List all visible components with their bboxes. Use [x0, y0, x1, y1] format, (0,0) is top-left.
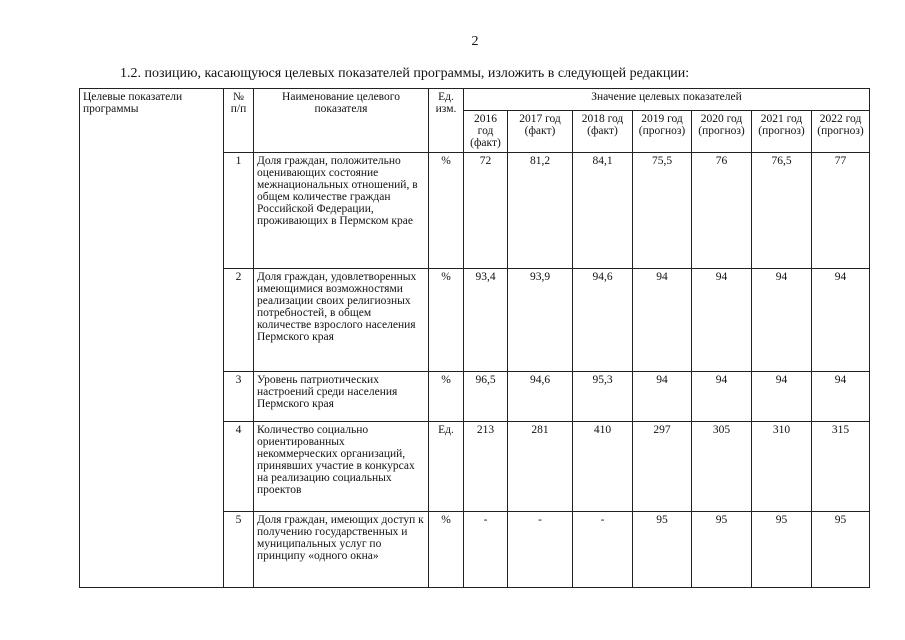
row-value: 76,5 [752, 153, 812, 269]
intro-text: 1.2. позицию, касающуюся целевых показателей программы, изложить в следующей редакции: [120, 66, 690, 81]
row-value: - [508, 512, 573, 588]
row-value: 305 [692, 422, 752, 512]
header-num: № п/п [224, 89, 254, 153]
row-name: Количество социально ориентированных некоммерческих организаций, принявших участие в конкурсах на реализацию социальных проектов [254, 422, 429, 512]
row-value: 94 [812, 372, 870, 422]
indicators-table [79, 88, 870, 588]
row-value: 96,5 [464, 372, 508, 422]
header-year: 2019 год (прогноз) [633, 111, 692, 153]
row-value: 95,3 [573, 372, 633, 422]
row-value: 94,6 [508, 372, 573, 422]
header-values-group: Значение целевых показателей [464, 89, 870, 111]
row-num: 2 [224, 269, 254, 372]
header-year: 2022 год (прогноз) [812, 111, 870, 153]
row-unit: % [429, 512, 464, 588]
header-year: 2021 год (прогноз) [752, 111, 812, 153]
row-num: 5 [224, 512, 254, 588]
row-value: - [573, 512, 633, 588]
row-name: Доля граждан, удовлетворенных имеющимися возможностями реализации своих религиозных потребностей, в общем количестве взрослого населения Пермского края [254, 269, 429, 372]
row-value: 281 [508, 422, 573, 512]
row-unit: % [429, 153, 464, 269]
header-year: 2018 год (факт) [573, 111, 633, 153]
row-value: 72 [464, 153, 508, 269]
row-unit: % [429, 269, 464, 372]
row-num: 4 [224, 422, 254, 512]
page-number: 2 [471, 34, 479, 49]
row-num: 3 [224, 372, 254, 422]
row-value: 94 [692, 372, 752, 422]
row-value: 410 [573, 422, 633, 512]
row-value: 95 [752, 512, 812, 588]
row-num: 1 [224, 153, 254, 269]
row-value: 76 [692, 153, 752, 269]
row-value: 95 [812, 512, 870, 588]
row-value: 94 [752, 269, 812, 372]
row-value: 75,5 [633, 153, 692, 269]
row-value: 213 [464, 422, 508, 512]
row-unit: % [429, 372, 464, 422]
header-unit: Ед. изм. [429, 89, 464, 153]
row-value: 297 [633, 422, 692, 512]
row-value: 94 [812, 269, 870, 372]
row-value: 94 [752, 372, 812, 422]
row-value: 93,4 [464, 269, 508, 372]
row-value: 84,1 [573, 153, 633, 269]
header-year: 2017 год (факт) [508, 111, 573, 153]
row-name: Доля граждан, положительно оценивающих состояние межнациональных отношений, в общем количестве граждан Российской Федерации, проживающих в Пермском крае [254, 153, 429, 269]
row-value: 94 [633, 269, 692, 372]
row-value: 93,9 [508, 269, 573, 372]
header-year: 2016 год (факт) [464, 111, 508, 153]
header-year: 2020 год (прогноз) [692, 111, 752, 153]
header-name: Наименование целевого показателя [254, 89, 429, 153]
row-value: 95 [692, 512, 752, 588]
section-label: Целевые показатели программы [80, 89, 224, 588]
row-unit: Ед. [429, 422, 464, 512]
row-value: 94,6 [573, 269, 633, 372]
row-value: - [464, 512, 508, 588]
row-value: 94 [692, 269, 752, 372]
row-name: Доля граждан, имеющих доступ к получению государственных и муниципальных услуг по принципу «одного окна» [254, 512, 429, 588]
row-name: Уровень патриотических настроений среди населения Пермского края [254, 372, 429, 422]
row-value: 77 [812, 153, 870, 269]
row-value: 81,2 [508, 153, 573, 269]
row-value: 94 [633, 372, 692, 422]
row-value: 310 [752, 422, 812, 512]
header-row-1 [80, 89, 870, 111]
row-value: 315 [812, 422, 870, 512]
row-value: 95 [633, 512, 692, 588]
